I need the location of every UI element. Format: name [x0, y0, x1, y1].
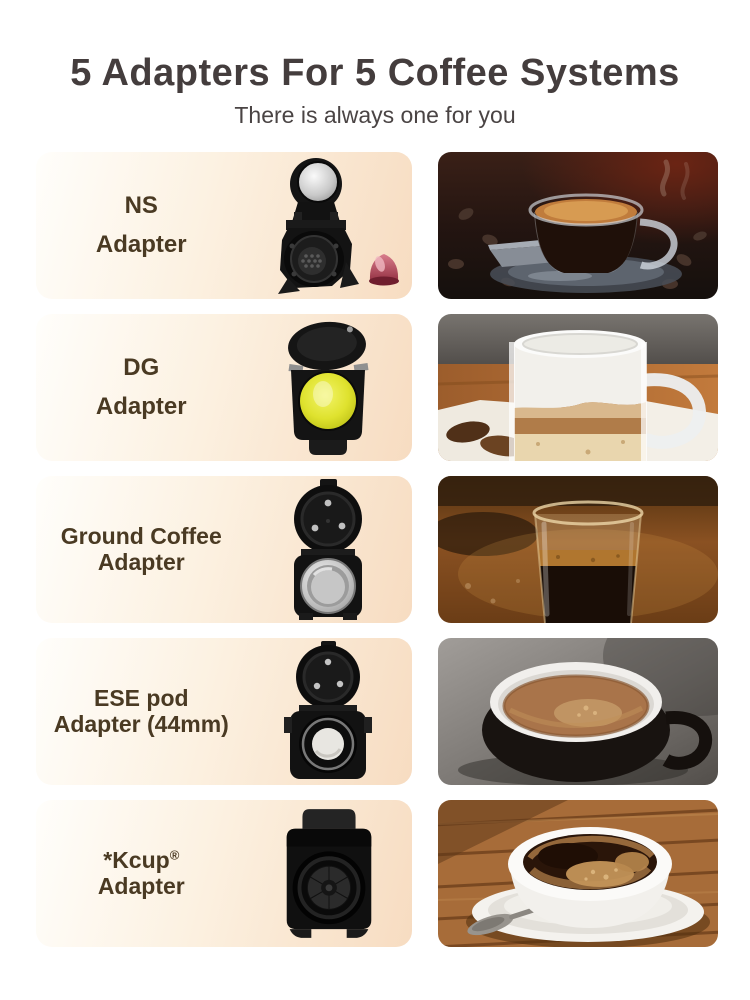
dg-adapter-image: [247, 314, 412, 461]
label-line1: *Kcup: [103, 846, 170, 873]
adapter-row-ese-pod: [36, 638, 718, 785]
ns-capsule: [369, 254, 399, 286]
ese-pod-label: [36, 686, 247, 738]
label-sup: ®: [169, 847, 180, 863]
kcup-label: [36, 848, 247, 900]
label-line1: NS: [124, 192, 158, 220]
kcup-adapter-image: [247, 800, 412, 947]
page-title: 5 Adapters For 5 Coffee Systems: [70, 52, 680, 94]
ese-pod-panel: [36, 638, 412, 785]
espresso-glass-photo: [438, 476, 718, 623]
page-subtitle: There is always one for you: [234, 102, 516, 128]
label-line2: Adapter: [97, 548, 185, 575]
adapter-row-dg: [36, 314, 718, 461]
ns-adapter-image: [247, 152, 412, 299]
adapter-row-kcup: [36, 800, 718, 947]
adapter-rows: [0, 152, 750, 947]
label-line1: ESE pod: [93, 684, 189, 711]
ground-coffee-panel: [36, 476, 412, 623]
adapter-row-ns: [36, 152, 718, 299]
latte-photo: [438, 314, 718, 461]
ese-pod-adapter-image: [247, 638, 412, 785]
label-line2: Adapter: [95, 230, 187, 258]
black-cup-photo: [438, 638, 718, 785]
ground-coffee-label: [36, 524, 247, 576]
label-line2: Adapter: [97, 872, 185, 899]
dg-label: [36, 349, 247, 426]
white-cup-photo: [438, 800, 718, 947]
ns-label: [36, 187, 247, 264]
kcup-panel: [36, 800, 412, 947]
label-line1: Ground Coffee: [60, 522, 222, 549]
adapter-row-ground-coffee: [36, 476, 718, 623]
espresso-photo: [438, 152, 718, 299]
label-line2: Adapter: [95, 392, 187, 420]
dg-panel: [36, 314, 412, 461]
ground-coffee-adapter-image: [247, 476, 412, 623]
label-line1: DG: [123, 354, 160, 382]
label-line2: Adapter (44mm): [53, 710, 229, 737]
ns-panel: [36, 152, 412, 299]
